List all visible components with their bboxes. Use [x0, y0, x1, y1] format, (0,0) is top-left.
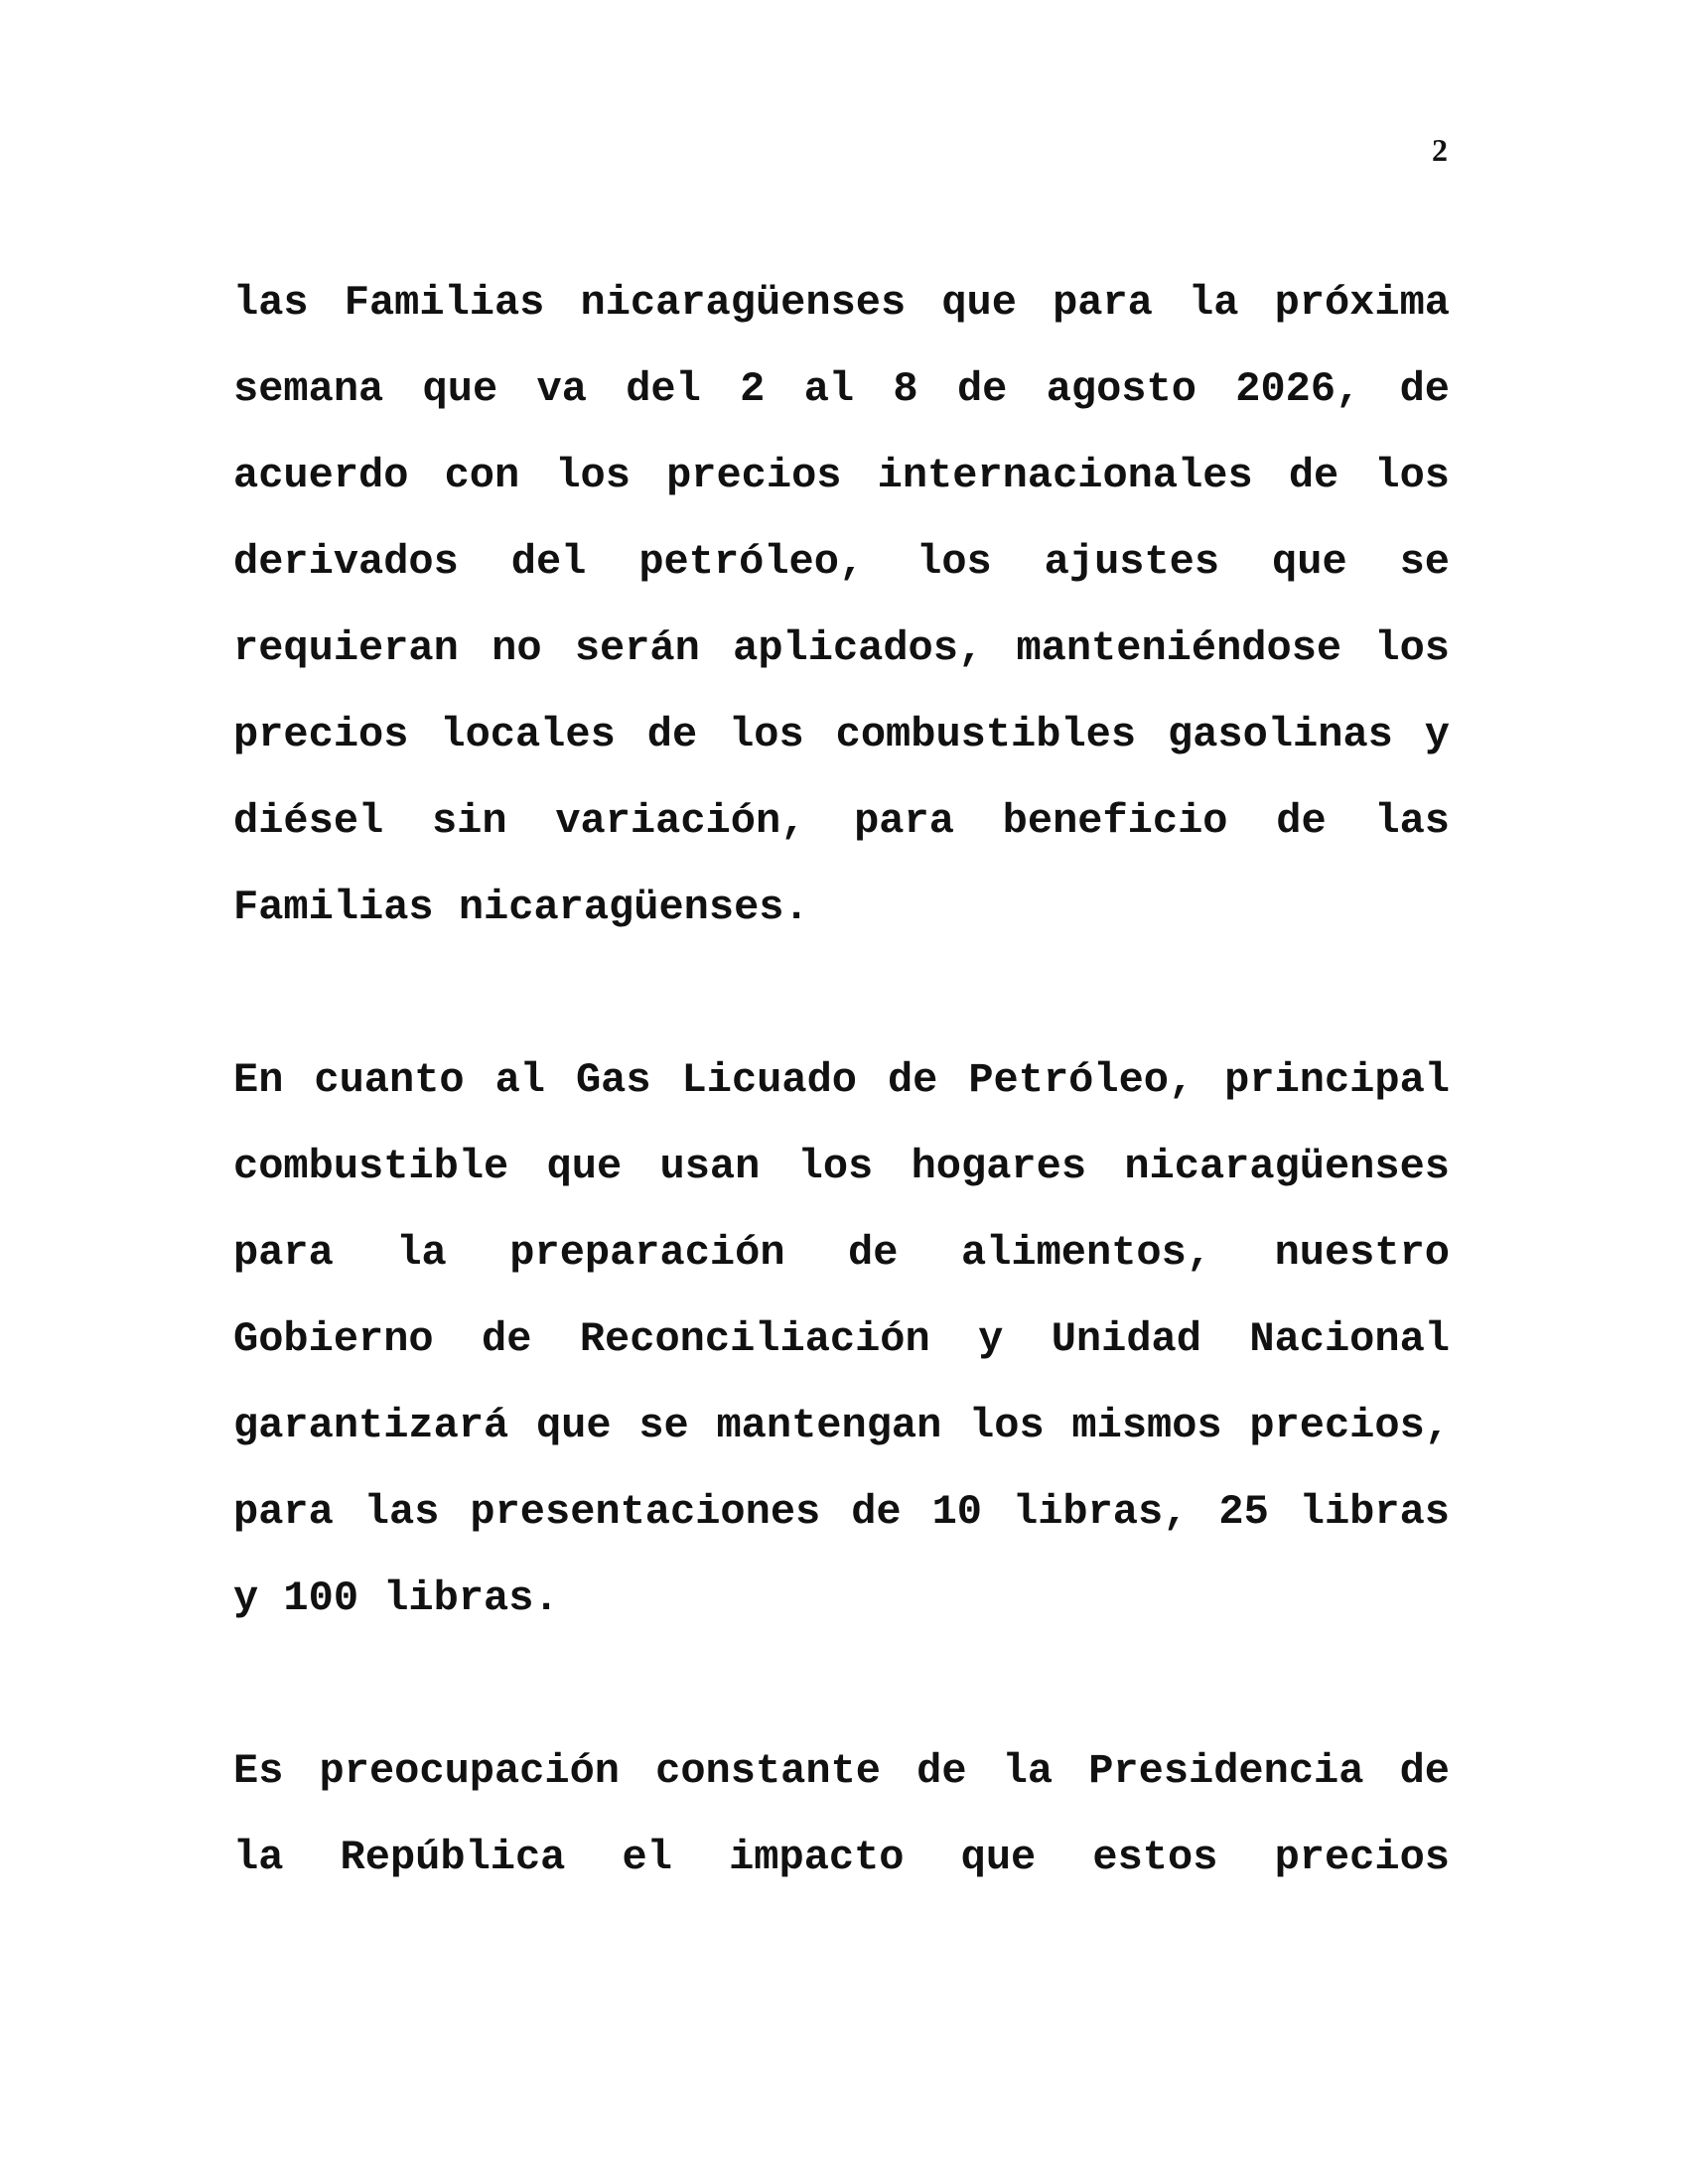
- paragraph-presidency-concern: Es preocupación constante de la Presidencia de la República el impacto que estos precios: [233, 1747, 1450, 1881]
- document-body: [233, 260, 1450, 1987]
- page-number: 2: [1432, 132, 1448, 168]
- paragraph-lpg-prices: En cuanto al Gas Licuado de Petróleo, principal combustible que usan los hogares nicaragüenses para la preparación de alimentos, nuestro Gobierno de Reconciliación y Unidad Nacional garantizará que se mantengan los mismos precios, para las presentaciones de 10 libras, 25 libras y 100 libras.: [233, 1056, 1450, 1622]
- paragraph-fuel-prices: las Familias nicaragüenses que para la próxima semana que va del 2 al 8 de agosto 2026, de acuerdo con los precios internacionales de los derivados del petróleo, los ajustes que se requieran no serán aplicados, manteniéndose los precios locales de los combustibles gasolinas y diésel sin variación, para beneficio de las Familias nicaragüenses.: [233, 279, 1450, 931]
